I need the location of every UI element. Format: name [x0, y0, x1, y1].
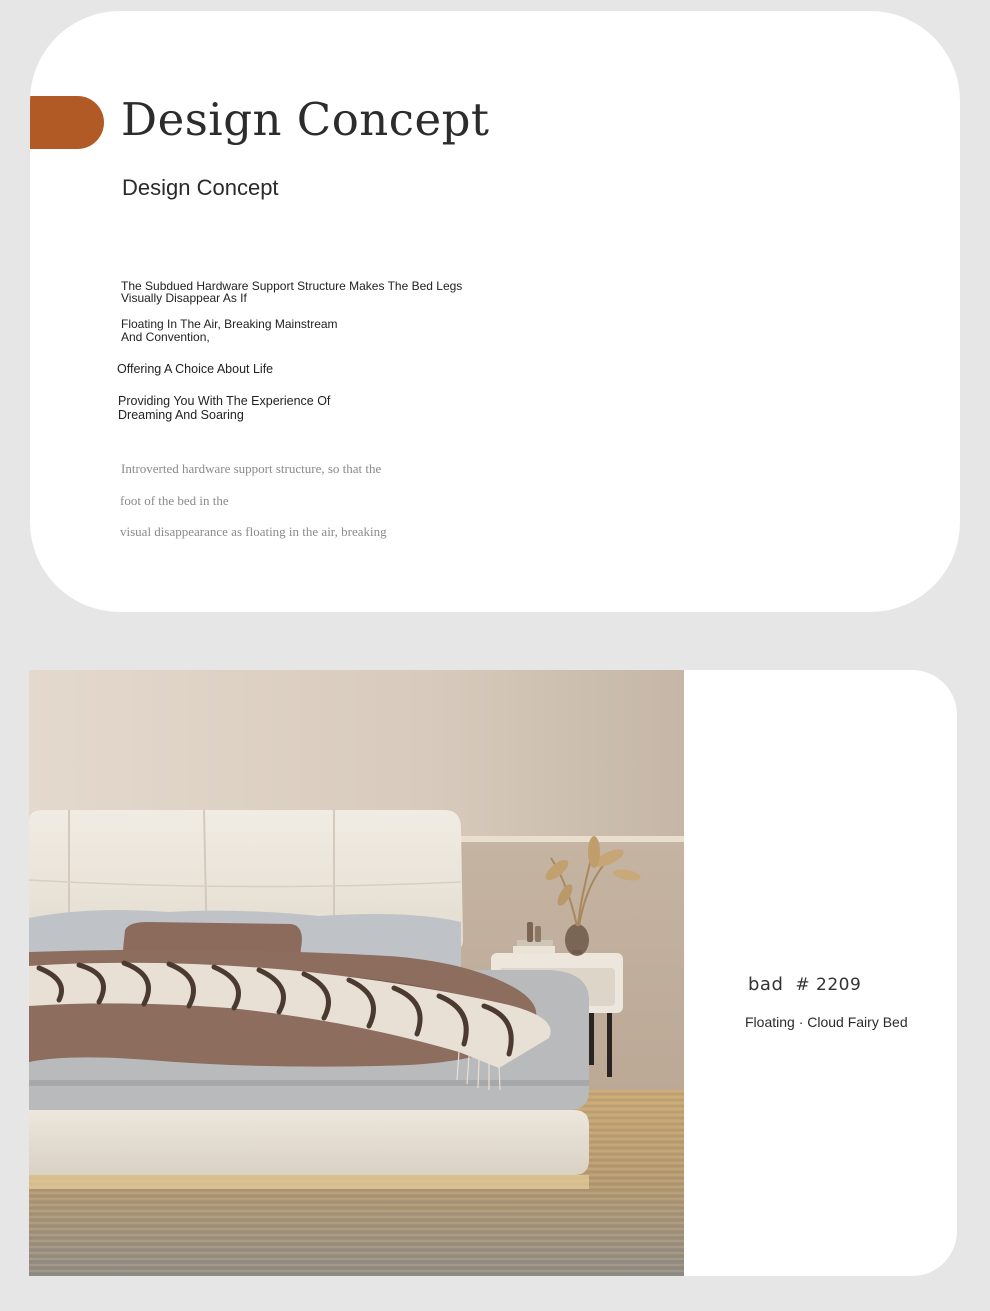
section-subtitle: Design Concept	[122, 175, 279, 200]
product-card	[29, 670, 957, 1276]
product-code	[748, 974, 861, 995]
product-code-number: # 2209	[795, 975, 862, 995]
concept-line-2	[121, 318, 338, 344]
design-concept-card	[30, 11, 960, 612]
concept-line-4a: Providing You With The Experience Of	[118, 394, 331, 408]
page-title: Design Concept	[121, 93, 490, 146]
concept-line-4	[118, 394, 330, 422]
description-line-2: foot of the bed in the	[120, 493, 229, 508]
concept-line-1	[121, 280, 462, 304]
description-line-1: Introverted hardware support structure, so that the	[121, 461, 382, 476]
concept-line-2a: Floating In The Air, Breaking Mainstream	[121, 317, 338, 331]
description-line-3: visual disappearance as floating in the air, breaking	[120, 524, 387, 539]
accent-tab	[30, 96, 104, 149]
concept-line-2b: And Convention,	[121, 330, 210, 344]
concept-line-1a: The Subdued Hardware Support Structure Makes The Bed Legs	[121, 279, 463, 293]
concept-line-4b: Dreaming And Soaring	[118, 408, 244, 422]
concept-line-1b: Visually Disappear As If	[121, 291, 247, 305]
product-code-label: bad	[748, 974, 784, 995]
bedroom-photo	[29, 670, 684, 1276]
concept-line-3	[117, 362, 273, 376]
concept-line-3a: Offering A Choice About Life	[117, 362, 274, 376]
product-name: Floating · Cloud Fairy Bed	[745, 1014, 908, 1030]
